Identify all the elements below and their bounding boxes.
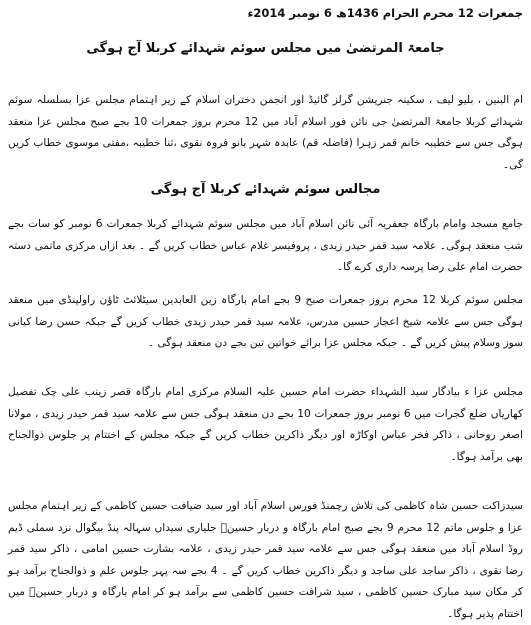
news-paragraph-4: مجلس عزا ء بیادگار سید الشہداء حضرت امام حسین علیہ السلام مرکزی امام بارگاہ قصر زینب علی چک تفصیل کھاریاں ضلع گجرات میں 6 نومبر بروز جمعرات 10 بجے دن منعقد ہوگی جس سے علامہ سید قمر حیدر زیدی ، مولانا اصغر روحانی ، ذاکر فخر عباس اوکاڑہ اور دیگر ذاکرین خطاب کریں گے جبکہ مجلس کے اختتام پر جلوس ذوالجناح بھی برآمد ہوگا۔ (8, 386, 523, 463)
dateline: جمعرات 12 محرم الحرام 1436ھ 6 نومبر 2014ء (247, 6, 523, 20)
news-paragraph-3: مجلس سوئم کربلا 12 محرم بروز جمعرات صبح 9 بجے امام بارگاہ زین العابدین سیٹلائٹ ٹاؤن راولپنڈی میں منعقد ہوگی جس سے علامہ شیخ اعجاز حسین مدرس، علامہ سید قمر حیدر زیدی خطاب کریں گے جبکہ حسن رضا کیانی سوز وسلام پیش کریں گے ۔ جبکہ مجلس عزا برائے خواتین تین بجے دن منعقد ہوگی ۔ (8, 294, 523, 349)
headline-jamia-almurtaza: جامعۃ المرتضیٰ میں مجلس سوئم شہدائے کربلا آج ہوگی (86, 41, 445, 56)
headline-majalis-soyem: مجالس سوئم شہدائے کربلا آج ہوگی (150, 182, 381, 197)
news-paragraph-2: جامع مسجد وامام بارگاہ جعفریہ آئی نائن اسلام آباد میں مجلس سوئم شہدائے کربلا جمعرات 6 نومبر کو سات بجے شب منعقد ہوگی۔ علامہ سید قمر حیدر زیدی ، پروفیسر غلام عباس خطاب کریں گے ۔ بعد ازاں مرکزی ماتمی دستہ حضرت امام علی رضا پرسہ داری کرے گا۔ (8, 218, 523, 273)
news-paragraph-1: ام البنین ، بلیو لیف ، سکینہ جنریشن گرلز گائیڈ اور انجمن دختران اسلام کے زیر اہتمام مجلس عزا بسلسلہ سوئم شہدائے کربلا جامعۃ المرتضیٰ جی نائن فور اسلام آباد میں 12 محرم بروز جمعرات 10 بجے صبح مجلس عزا منعقد ہوگی جس سے خطیبہ خانم قمر زہرا (فاضلہ قم) عابدہ شہر بانو فروہ نقوی ،ثنا خطیبہ ،مفتی موسوی خطاب کریں گی۔ (8, 94, 523, 171)
news-paragraph-5: سیدزاکت حسین شاہ کاظمی کی تلاش رچمنڈ فورس اسلام آباد اور سید ضیافت حسین کاظمی کے زیر اہتمام مجلس عزا و جلوس ماتم 12 محرم 9 بجے صبح امام بارگاہ و دربار حسینؑ جلیاری سیداں سہالہ پنڈ بیگوال نزد سملی ڈیم روڈ اسلام آباد میں منعقد ہوگی جس سے علامہ سید قمر حیدر زیدی ، علامہ بشارت حسین امامی ، ذاکر سید قمر رضا نقوی ، ذاکر ساجد علی ساجد و دیگر ذاکرین خطاب کریں گے ۔ 4 بجے سہ پہر جلوس علم و ذوالجناح برآمد ہو کر مکان سید مبارک حسین کاظمی ، سید شرافت حسین کاظمی سے برآمد ہو کر امام بارگاہ و دربار حسینؑ میں اختتام پذیر ہوگا۔ (8, 500, 523, 620)
